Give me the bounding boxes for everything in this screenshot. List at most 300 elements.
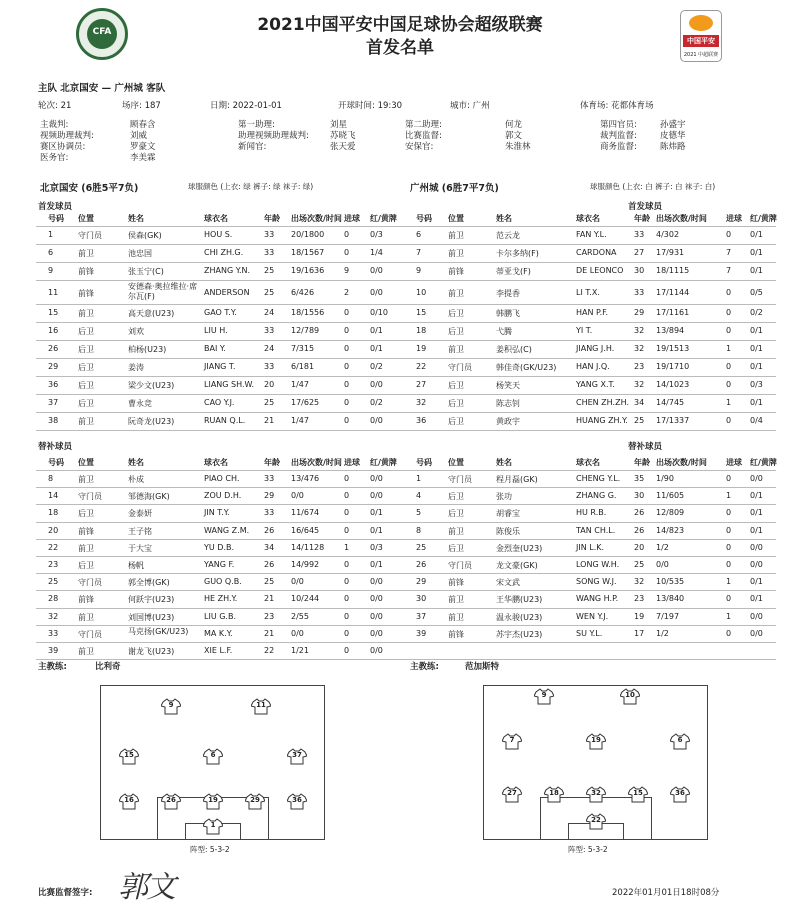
home-cell: 柏杨(U23) (128, 345, 167, 354)
away-cell: 0 (726, 308, 732, 317)
away-cell: 39 (416, 628, 427, 638)
table-row (36, 557, 776, 574)
home-cell: 0/0 (370, 646, 383, 655)
home-cell: 2/55 (291, 611, 309, 621)
player-shirt-icon (245, 793, 265, 810)
home-cell: 马克扬(GK/U23) (128, 626, 189, 636)
column-header: 球衣名 (576, 458, 600, 467)
column-header: 姓名 (128, 458, 144, 467)
away-cell: YANG X.T. (576, 380, 615, 389)
official-label: 赛区协调员: (40, 142, 86, 152)
away-cell: 后卫 (448, 327, 464, 336)
home-cell: 20 (48, 525, 59, 535)
home-cell: 梁少文(U23) (128, 381, 175, 390)
away-cell: HAN P.F. (576, 308, 608, 317)
away-cell: 4 (416, 491, 422, 501)
away-cell: 张功 (496, 492, 512, 502)
home-cell: 16/645 (291, 525, 320, 535)
away-cell: 1/2 (656, 628, 669, 638)
away-cell: 卡尔多纳(F) (496, 249, 539, 258)
home-cell: 13/476 (291, 474, 320, 483)
away-cell: 前卫 (448, 595, 464, 605)
table-row (36, 626, 776, 643)
home-cell: 后卫 (78, 345, 94, 354)
away-cell: 范云龙 (496, 231, 520, 240)
column-header: 姓名 (496, 214, 512, 223)
away-cell: 9 (416, 266, 422, 275)
home-cell: 24 (264, 308, 275, 317)
home-cell: 1/47 (291, 380, 309, 389)
home-cell: 安德森·奥拉维拉·席尔瓦(F) (128, 282, 198, 301)
away-team-colors: 球服颜色 (上衣: 白 裤子: 白 袜子: 白) (590, 182, 716, 191)
home-cell: 后卫 (78, 327, 94, 336)
home-cell: 0 (344, 491, 350, 501)
shirt-number: 9 (168, 701, 174, 709)
home-cell: 33 (264, 248, 275, 257)
away-cell: 15 (416, 308, 427, 317)
home-cell: 0 (344, 525, 350, 535)
away-cell: 陈俊乐 (496, 526, 520, 536)
shirt-number: 37 (292, 751, 302, 759)
match-number: 场序: 187 (122, 101, 161, 111)
city: 城市: 广州 (450, 101, 490, 111)
away-cell: 0 (726, 288, 732, 297)
column-header: 位置 (448, 214, 464, 223)
home-cell: 于大宝 (128, 543, 152, 553)
table-header (36, 210, 776, 227)
away-cell: 37 (416, 611, 427, 621)
shirt-number: 16 (124, 796, 134, 804)
home-cell: ZHANG Y.N. (204, 266, 251, 275)
table-row (36, 227, 776, 245)
home-cell: 18/1567 (291, 248, 325, 257)
home-cell: HE ZH.Y. (204, 594, 238, 604)
home-cell: 26 (48, 344, 59, 353)
player-shirt-icon (203, 818, 223, 835)
home-cell: 朴成 (128, 475, 144, 484)
column-header: 号码 (416, 458, 432, 467)
away-cell: 0/1 (750, 248, 763, 257)
away-cell: 0/0 (750, 628, 763, 638)
away-cell: 程月磊(GK) (496, 475, 538, 484)
player-shirt-icon (670, 786, 690, 803)
shirt-number: 15 (633, 789, 643, 797)
player-shirt-icon (203, 748, 223, 765)
home-cell: 6/426 (291, 288, 315, 297)
home-cell: 0/0 (370, 380, 383, 389)
away-cell: 26 (634, 508, 645, 518)
home-cell: 22 (264, 646, 275, 655)
official-name: 罗豪文 (130, 142, 156, 152)
away-cell: 13/894 (656, 326, 685, 335)
official-name: 张天爱 (330, 142, 356, 152)
away-cell: 蒂亚戈(F) (496, 267, 531, 276)
player-shirt-icon (670, 733, 690, 750)
home-cell: 0 (344, 416, 350, 425)
away-cell: 前卫 (448, 289, 464, 298)
home-cell: 0 (344, 646, 350, 655)
official-label: 商务监督: (600, 142, 637, 152)
away-cell: 8 (416, 525, 422, 535)
column-header: 红/黄牌 (750, 458, 777, 467)
away-cell: 14/823 (656, 525, 685, 535)
away-cell: 14/1023 (656, 380, 690, 389)
home-cell: 守门员 (78, 231, 102, 240)
table-row (36, 377, 776, 395)
column-header: 进球 (726, 458, 742, 467)
away-cell: 0 (726, 525, 732, 535)
away-cell: 19 (416, 344, 427, 353)
home-cell: 0/3 (370, 542, 383, 552)
column-header: 年龄 (264, 214, 280, 223)
home-starters-label: 首发球员 (38, 202, 73, 212)
away-cell: 守门员 (448, 363, 472, 372)
away-cell: 0/1 (750, 491, 763, 501)
column-header: 出场次数/时间 (656, 214, 707, 223)
home-cell: JIANG T. (204, 362, 236, 371)
shirt-number: 7 (509, 736, 515, 744)
away-cell: 宋文武 (496, 578, 520, 588)
home-cell: 12/789 (291, 326, 320, 335)
home-cell: 曹永竞 (128, 399, 152, 408)
subs-table (36, 454, 776, 656)
table-row (36, 609, 776, 626)
home-cell: 2 (344, 288, 350, 297)
away-cell: 10 (416, 288, 427, 297)
away-cell: 26 (634, 525, 645, 535)
home-cell: 前锋 (78, 267, 94, 276)
home-cell: 21 (264, 594, 275, 604)
home-cell: 0/1 (370, 344, 383, 353)
home-cell: 8 (48, 474, 54, 483)
home-cell: 26 (264, 525, 275, 535)
home-team-colors: 球服颜色 (上衣: 绿 裤子: 绿 袜子: 绿) (188, 182, 314, 191)
home-cell: 1/47 (291, 416, 309, 425)
round: 轮次: 21 (38, 101, 72, 111)
home-cell: 1/4 (370, 248, 383, 257)
player-shirt-icon (544, 786, 564, 803)
home-cell: 33 (264, 362, 275, 371)
shirt-number: 6 (210, 751, 216, 759)
home-cell: 0 (344, 308, 350, 317)
away-cell: 0 (726, 628, 732, 638)
column-header: 年龄 (634, 214, 650, 223)
column-header: 红/黄牌 (750, 214, 777, 223)
home-cell: 0/1 (370, 508, 383, 518)
player-shirt-icon (628, 786, 648, 803)
away-formation: 阵型: 5-3-2 (568, 845, 608, 854)
away-cell: 0 (726, 416, 732, 425)
home-cell: 守门员 (78, 492, 102, 502)
away-cell: 前锋 (448, 629, 464, 639)
home-cell: 0/0 (291, 577, 304, 587)
shirt-number: 22 (591, 816, 601, 824)
away-cell: LONG W.H. (576, 560, 620, 569)
official-name: 李美霖 (130, 153, 156, 163)
official-name: 苏晓飞 (330, 131, 356, 141)
home-cell: 郭全博(GK) (128, 578, 170, 588)
table-row (36, 471, 776, 488)
shirt-number: 15 (124, 751, 134, 759)
page-subtitle: 首发名单 (366, 38, 434, 58)
home-cell: 0/10 (370, 308, 388, 317)
home-cell: 0/2 (370, 398, 383, 407)
player-shirt-icon (161, 698, 181, 715)
shirt-number: 1 (210, 821, 216, 829)
away-cell: LI T.X. (576, 288, 600, 297)
shirt-number: 36 (292, 796, 302, 804)
away-formation-pitch (483, 685, 708, 840)
home-cell: 32 (48, 611, 59, 621)
home-cell: 金泰妍 (128, 509, 152, 519)
home-cell: 0/1 (370, 326, 383, 335)
player-shirt-icon (502, 786, 522, 803)
home-cell: 9 (48, 266, 54, 275)
away-cell: WEN Y.J. (576, 611, 609, 621)
home-cell: 22 (48, 542, 59, 552)
home-cell: 0/0 (370, 491, 383, 501)
home-cell: 刘欢 (128, 327, 144, 336)
away-cell: 后卫 (448, 509, 464, 519)
home-cell: 守门员 (78, 578, 102, 588)
home-cell: 28 (48, 594, 59, 604)
home-cell: 前锋 (78, 595, 94, 605)
away-coach-label: 主教练: (410, 662, 439, 672)
away-cell: CHEN ZH.ZH. (576, 398, 629, 407)
home-cell: LIU H. (204, 326, 228, 335)
home-cell: 0 (344, 398, 350, 407)
away-cell: 0 (726, 508, 732, 518)
official-label: 第二助理: (405, 120, 442, 130)
away-cell: 苏宇杰(U23) (496, 629, 543, 639)
home-cell: 0/0 (291, 491, 304, 501)
official-label: 安保官: (405, 142, 434, 152)
column-header: 球衣名 (576, 214, 600, 223)
column-header: 号码 (48, 214, 64, 223)
home-cell: 0/0 (370, 577, 383, 587)
table-row (36, 341, 776, 359)
column-header: 号码 (416, 214, 432, 223)
away-cell: 后卫 (448, 543, 464, 553)
away-cell: 1 (726, 398, 732, 407)
home-cell: 1 (344, 542, 350, 552)
official-name: 顾春含 (130, 120, 156, 130)
home-cell: 25 (264, 577, 275, 587)
shirt-number: 26 (166, 796, 176, 804)
home-cell: 0 (344, 474, 350, 483)
column-header: 姓名 (496, 458, 512, 467)
home-cell: 王子铭 (128, 526, 152, 536)
home-cell: 后卫 (78, 509, 94, 519)
away-starters-label: 首发球员 (628, 202, 663, 212)
away-cell: 0 (726, 542, 732, 552)
official-label: 第四官员: (600, 120, 637, 130)
home-formation: 阵型: 5-3-2 (190, 845, 230, 854)
column-header: 球衣名 (204, 458, 228, 467)
home-cell: 高天意(U23) (128, 309, 175, 318)
away-cell: 29 (416, 577, 427, 587)
home-cell: 14 (48, 491, 59, 501)
column-header: 红/黄牌 (370, 214, 397, 223)
away-cell: 龙文豪(GK) (496, 561, 538, 570)
away-cell: 胡睿宝 (496, 509, 520, 519)
home-cell: 0 (344, 362, 350, 371)
away-cell: ZHANG G. (576, 491, 617, 501)
home-cell: 后卫 (78, 381, 94, 390)
away-cell: 0/0 (656, 560, 669, 569)
home-team-name: 北京国安 (6胜5平7负) (40, 183, 139, 194)
home-cell: 33 (48, 628, 59, 638)
shirt-number: 27 (507, 789, 517, 797)
column-header: 号码 (48, 458, 64, 467)
away-cell: HAN J.Q. (576, 362, 610, 371)
home-cell: 后卫 (78, 561, 94, 570)
away-cell: 36 (416, 416, 427, 425)
home-cell: 守门员 (78, 629, 102, 639)
home-cell: 后卫 (78, 363, 94, 372)
home-cell: PIAO CH. (204, 474, 240, 483)
home-cell: 姜涛 (128, 363, 144, 372)
table-row (36, 281, 776, 305)
away-cell: 0/1 (750, 230, 763, 239)
away-coach: 范加斯特 (465, 662, 500, 672)
away-cell: 后卫 (448, 417, 464, 426)
player-shirt-icon (586, 733, 606, 750)
player-shirt-icon (620, 688, 640, 705)
home-cell: 17/625 (291, 398, 320, 407)
home-cell: 前卫 (78, 647, 94, 656)
home-cell: 18/1556 (291, 308, 325, 317)
away-cell: 17 (634, 628, 645, 638)
home-cell: 38 (48, 416, 59, 425)
home-cell: 11/674 (291, 508, 320, 518)
away-cell: 陈志钊 (496, 399, 520, 408)
away-cell: 守门员 (448, 475, 472, 484)
away-cell: 5 (416, 508, 422, 518)
official-label: 视频助理裁判: (40, 131, 94, 141)
table-row (36, 323, 776, 341)
away-cell: 后卫 (448, 309, 464, 318)
column-header: 进球 (726, 214, 742, 223)
home-cell: 0 (344, 577, 350, 587)
home-cell: 0/0 (370, 288, 383, 297)
home-formation-pitch (100, 685, 325, 840)
away-cell: 0/0 (750, 542, 763, 552)
away-cell: 前卫 (448, 249, 464, 258)
away-cell: 33 (634, 288, 645, 297)
away-cell: 1/90 (656, 474, 674, 483)
away-cell: 32 (634, 344, 645, 353)
column-header: 红/黄牌 (370, 458, 397, 467)
home-cell: 37 (48, 398, 59, 407)
away-cell: 17/1337 (656, 416, 690, 425)
home-cell: 34 (264, 542, 275, 552)
away-cell: 王华鹏(U23) (496, 595, 543, 605)
home-cell: 侯森(GK) (128, 231, 162, 240)
official-name: 刘星 (330, 120, 348, 130)
home-cell: 前锋 (78, 526, 94, 536)
away-cell: 11/605 (656, 491, 685, 501)
away-cell: 0/4 (750, 416, 763, 425)
home-coach: 比利奇 (95, 662, 121, 672)
away-cell: 0 (726, 230, 732, 239)
away-cell: 守门员 (448, 561, 472, 570)
table-row (36, 574, 776, 591)
home-cell: 23 (48, 560, 59, 569)
home-cell: 0/1 (370, 560, 383, 569)
column-header: 年龄 (264, 458, 280, 467)
away-cell: 0/5 (750, 288, 763, 297)
away-cell: 0/1 (750, 594, 763, 604)
column-header: 进球 (344, 458, 360, 467)
shirt-number: 10 (625, 691, 635, 699)
away-cell: 前卫 (448, 526, 464, 536)
home-cell: 0 (344, 344, 350, 353)
away-cell: 26 (416, 560, 427, 569)
home-cell: 0/3 (370, 230, 383, 239)
away-cell: 姜积弘(C) (496, 345, 532, 354)
home-cell: 0 (344, 508, 350, 518)
column-header: 位置 (448, 458, 464, 467)
table-row (36, 305, 776, 323)
home-cell: 6/181 (291, 362, 315, 371)
home-cell: 1/21 (291, 646, 309, 655)
table-row (36, 505, 776, 522)
home-cell: 张玉宁(C) (128, 267, 164, 276)
away-cell: 前锋 (448, 267, 464, 276)
away-cell: 0/1 (750, 266, 763, 275)
home-cell: 0 (344, 248, 350, 257)
away-cell: 34 (634, 398, 645, 407)
column-header: 姓名 (128, 214, 144, 223)
official-name: 刘威 (130, 131, 148, 141)
table-row (36, 359, 776, 377)
away-cell: 7 (726, 248, 732, 257)
column-header: 球衣名 (204, 214, 228, 223)
home-cell: WANG Z.M. (204, 525, 250, 535)
match-date: 日期: 2022-01-01 (210, 101, 282, 111)
away-cell: 0/0 (750, 474, 763, 483)
table-header (36, 454, 776, 471)
table-row (36, 540, 776, 557)
away-cell: 20 (634, 542, 645, 552)
home-cell: 14/1128 (291, 542, 325, 552)
official-name: 郭文 (505, 131, 523, 141)
report-timestamp: 2022年01月01日18时08分 (612, 888, 720, 898)
away-cell: HU R.B. (576, 508, 607, 518)
away-cell: 黄政宇 (496, 417, 520, 426)
away-cell: 7/197 (656, 611, 680, 621)
home-cell: 20/1800 (291, 230, 325, 239)
home-cell: 26 (264, 560, 275, 569)
home-cell: 0/1 (370, 525, 383, 535)
home-cell: LIU G.B. (204, 611, 236, 621)
home-cell: 后卫 (78, 399, 94, 408)
away-cell: WANG H.P. (576, 594, 619, 604)
away-cell: 25 (634, 560, 645, 569)
away-cell: SONG W.J. (576, 577, 617, 587)
home-cell: 16 (48, 326, 59, 335)
away-cell: 0 (726, 380, 732, 389)
official-label: 第一助理: (238, 120, 275, 130)
away-cell: 19/1513 (656, 344, 690, 353)
table-row (36, 523, 776, 540)
home-cell: 25 (264, 288, 275, 297)
home-cell: 0/0 (370, 628, 383, 638)
home-cell: 前锋 (78, 289, 94, 298)
column-header: 进球 (344, 214, 360, 223)
player-shirt-icon (119, 748, 139, 765)
